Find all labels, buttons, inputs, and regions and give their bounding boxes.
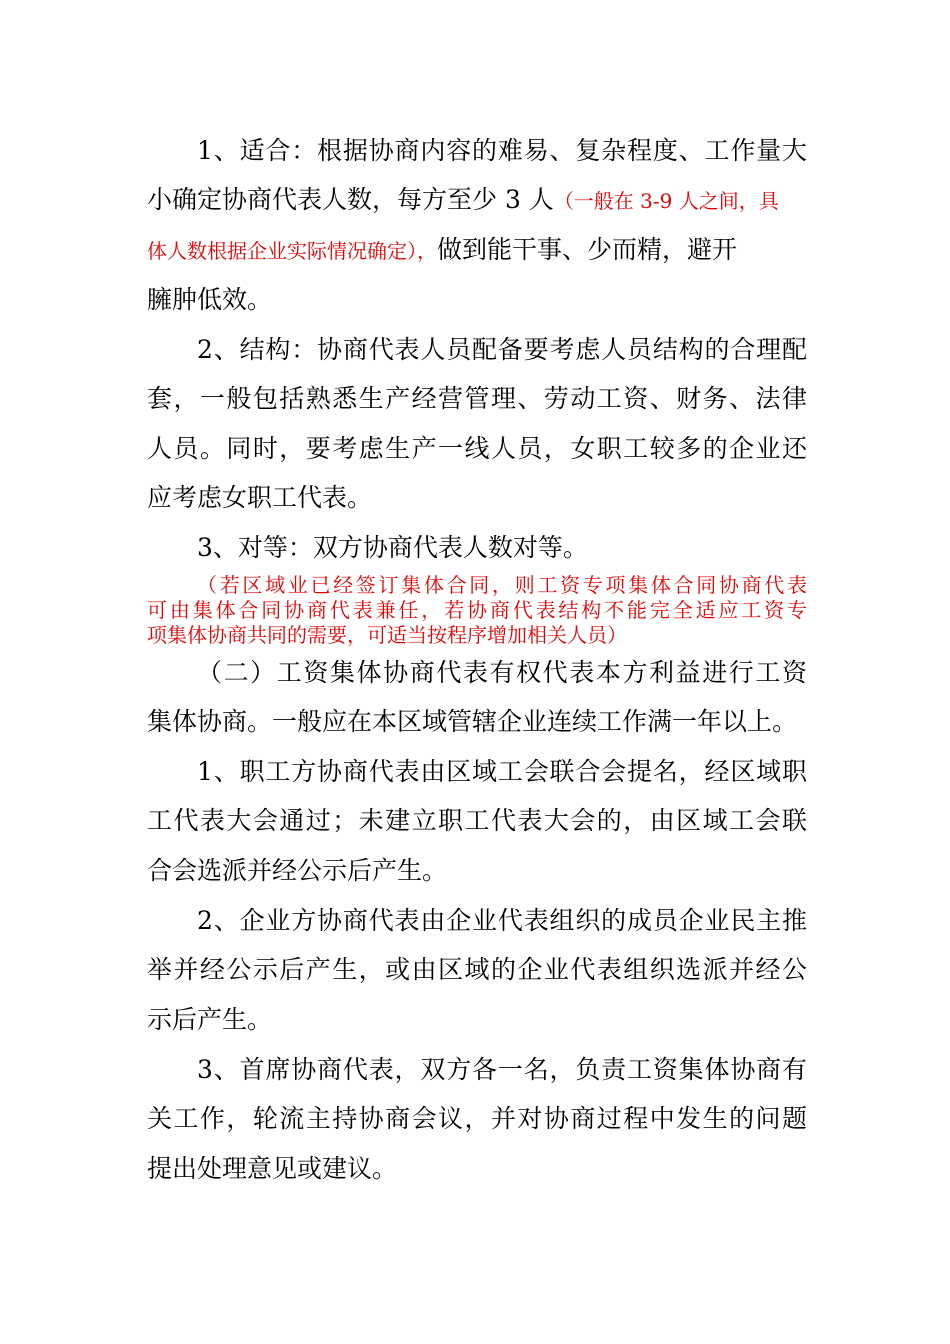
paragraph-1-line-2 [147, 185, 807, 215]
paragraph-2-line-1: 2、结构：协商代表人员配备要考虑人员结构的合理配 [197, 335, 807, 364]
paragraph-1-red-note-start: （一般在 3-9 人之间，具 [553, 189, 779, 213]
paragraph-5-line-1: 1、职工方协商代表由区域工会联合会提名，经区域职 [197, 757, 807, 786]
paragraph-7-line-3: 提出处理意见或建议。 [147, 1154, 398, 1183]
paragraph-7-line-2: 关工作，轮流主持协商会议，并对协商过程中发生的问题 [147, 1104, 807, 1133]
paragraph-2-line-4: 应考虑女职工代表。 [147, 483, 373, 512]
paragraph-2-line-2: 套，一般包括熟悉生产经营管理、劳动工资、财务、法律 [147, 384, 807, 413]
paragraph-1-line-2-text: 小确定协商代表人数，每方至少 3 人 [147, 185, 554, 214]
paragraph-2-line-3: 人员。同时，要考虑生产一线人员，女职工较多的企业还 [147, 434, 807, 463]
paragraph-3-line-1: 3、对等：双方协商代表人数对等。 [197, 533, 588, 562]
paragraph-4-line-2: 集体协商。一般应在本区域管辖企业连续工作满一年以上。 [147, 707, 798, 736]
note-line-2: 可由集体合同协商代表兼任，若协商代表结构不能完全适应工资专 [147, 598, 807, 622]
paragraph-1-line-3 [147, 235, 807, 265]
note-line-1: （若区域业已经签订集体合同，则工资专项集体合同协商代表 [197, 573, 807, 597]
paragraph-7-line-1: 3、首席协商代表，双方各一名，负责工资集体协商有 [197, 1055, 807, 1084]
paragraph-5-line-3: 合会选派并经公示后产生。 [147, 856, 448, 885]
paragraph-4-line-1: （二）工资集体协商代表有权代表本方利益进行工资 [197, 658, 807, 687]
paragraph-1-line-1: 1、适合：根据协商内容的难易、复杂程度、工作量大 [197, 136, 807, 165]
paragraph-6-line-1: 2、企业方协商代表由企业代表组织的成员企业民主推 [197, 906, 807, 935]
paragraph-6-line-3: 示后产生。 [147, 1005, 273, 1034]
note-line-3: 项集体协商共同的需要，可适当按程序增加相关人员） [147, 623, 627, 647]
paragraph-1-line-3-text: 做到能干事、少而精，避开 [437, 235, 738, 264]
paragraph-6-line-2: 举并经公示后产生，或由区域的企业代表组织选派并经公 [147, 955, 807, 984]
paragraph-1-line-4: 臃肿低效。 [147, 285, 273, 314]
paragraph-5-line-2: 工代表大会通过；未建立职工代表大会的，由区域工会联 [147, 806, 807, 835]
paragraph-1-red-note-end: 体人数根据企业实际情况确定）， [147, 239, 437, 263]
